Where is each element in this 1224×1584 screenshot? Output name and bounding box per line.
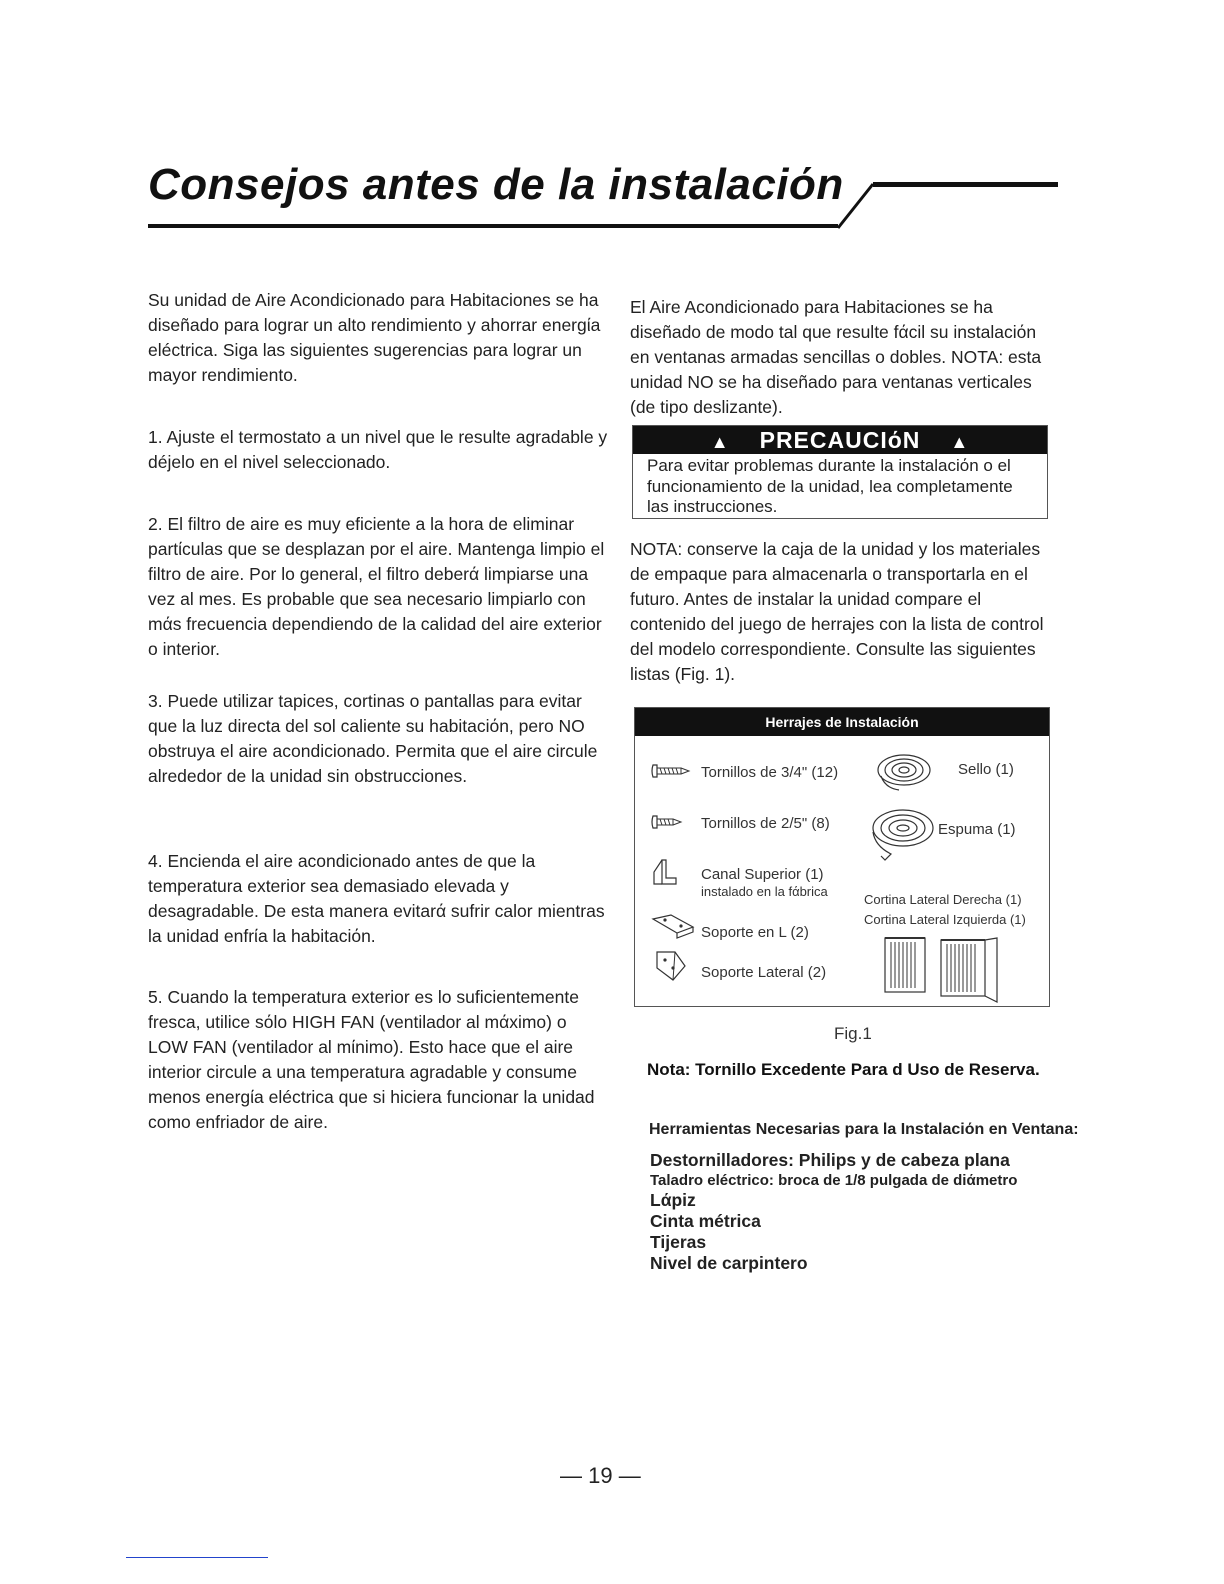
storage-note xyxy=(630,537,1060,687)
tip-3 xyxy=(148,689,608,789)
warning-triangle-icon: ▲ xyxy=(710,432,730,452)
screws-25-label: Tornillos de 2/5" (8) xyxy=(701,815,830,832)
top-channel-icon xyxy=(652,858,678,888)
tools-list xyxy=(650,1150,1017,1274)
caution-box xyxy=(632,425,1048,519)
page-header xyxy=(148,160,1058,230)
tip-5-text: 5. Cuando la temperatura exterior es lo suficientemente fresca, utilice sόlo HIGH FAN (ventilador al mάximo) o LOW FAN (ventilador al mίnimo). Esto hace que el aire interior circule a una temperatura agradable y consume menos energίa eléctrica que si hiciera funcionar la unidad como enfriador de aire. xyxy=(148,987,595,1132)
intro-text: Su unidad de Aire Acondicionado para Habitaciones se ha diseñado para lograr un alto rendimiento y ahorrar energίa eléctrica. Siga las siguientes sugerencias para lograr un mayor rendimiento. xyxy=(148,290,601,385)
page-title: Consejos antes de la instalaciόn xyxy=(148,160,844,209)
tool-item: Destornilladores: Philips y de cabeza plana xyxy=(650,1150,1010,1170)
screws-34-label: Tornillos de 3/4" (12) xyxy=(701,764,839,781)
right-curtain-icon xyxy=(881,934,929,996)
tool-item: Taladro eléctrico: broca de 1/8 pulgada de diάmetro xyxy=(650,1172,1018,1189)
hardware-header: Herrajes de Instalaciόn xyxy=(635,708,1049,736)
bottom-link-underline xyxy=(126,1557,268,1558)
hardware-kit-figure xyxy=(634,707,1050,1007)
caution-header xyxy=(633,426,1047,454)
foam-roll-icon xyxy=(867,806,937,862)
curtain-left-label: Cortina Lateral Izquierda (1) xyxy=(864,912,1026,927)
foam-label: Espuma (1) xyxy=(938,821,1016,838)
tool-item: Cinta métrica xyxy=(650,1211,761,1231)
warning-triangle-icon: ▲ xyxy=(950,432,970,452)
tool-item: Lάpiz xyxy=(650,1190,696,1210)
tools-heading: Herramientas Necesarias para la Instalaciόn en Ventana: xyxy=(649,1121,1079,1138)
page-number: — 19 — xyxy=(560,1463,641,1488)
side-support-label: Soporte Lateral (2) xyxy=(701,964,827,981)
tip-2-text: 2. El filtro de aire es muy eficiente a la hora de eliminar partίculas que se desplazan por el aire. Mantenga limpio el filtro de aire. Por lo general, el filtro deberά limpiarse una vez al mes. Es probable que sea necesario limpiarlo con mάs frecuencia dependiendo de la calidad del aire exterior o interior. xyxy=(148,514,605,659)
tip-2 xyxy=(148,512,608,662)
storage-note-text: NOTA: conserve la caja de la unidad y los materiales de empaque para almacenarla o transportarla en el futuro. Antes de instalar la unidad compare el contenido del juego de herrajes con la lista de control del modelo correspondiente. Consulte las siguientes listas (Fig. 1). xyxy=(630,539,1044,684)
curtain-right-label: Cortina Lateral Derecha (1) xyxy=(864,892,1022,907)
tip-1-text: 1. Ajuste el termostato a un nivel que le resulte agradable y déjelo en el nivel seleccionado. xyxy=(148,427,608,472)
tool-item: Tijeras xyxy=(650,1232,707,1252)
left-curtain-icon xyxy=(939,934,1003,1004)
reserve-screw-note: Nota: Tornillo Excedente Para d Uso de Reserva. xyxy=(647,1060,1040,1079)
right-intro xyxy=(630,295,1060,420)
l-bracket-label: Soporte en L (2) xyxy=(701,924,809,941)
seal-label: Sello (1) xyxy=(958,761,1014,778)
seal-coil-icon xyxy=(875,752,933,794)
intro-paragraph xyxy=(148,288,608,388)
caution-text: Para evitar problemas durante la instalaciόn o el funcionamiento de la unidad, lea completamente las instrucciones. xyxy=(647,456,1013,516)
figure-caption: Fig.1 xyxy=(834,1024,872,1043)
tip-5 xyxy=(148,985,608,1135)
tool-item: Nivel de carpintero xyxy=(650,1253,808,1273)
l-bracket-icon xyxy=(651,913,695,939)
tip-3-text: 3. Puede utilizar tapices, cortinas o pantallas para evitar que la luz directa del sol caliente su habitaciόn, pero NO obstruya el aire acondicionado. Permita que el aire circule alrededor de la unidad sin obstrucciones. xyxy=(148,691,598,786)
short-screw-icon xyxy=(651,815,683,829)
screw-icon xyxy=(651,764,691,778)
tip-4-text: 4. Encienda el aire acondicionado antes de que la temperatura exterior sea demasiado elevada y desagradable. De esta manera evitarά sufrir calor mientras la unidad enfrίa la habitaciόn. xyxy=(148,851,605,946)
right-intro-text: El Aire Acondicionado para Habitaciones se ha diseñado de modo tal que resulte fάcil su instalaciόn en ventanas armadas sencillas o dobles. NOTA: esta unidad NO se ha diseñado para ventanas verticales (de tipo deslizante). xyxy=(630,297,1042,417)
top-channel-note: instalado en la fάbrica xyxy=(701,884,828,899)
tip-1 xyxy=(148,425,608,475)
side-support-icon xyxy=(653,948,689,984)
top-channel-label: Canal Superior (1) xyxy=(701,866,824,883)
tip-4 xyxy=(148,849,608,949)
caution-title: PRECAUCIόN xyxy=(759,427,921,453)
